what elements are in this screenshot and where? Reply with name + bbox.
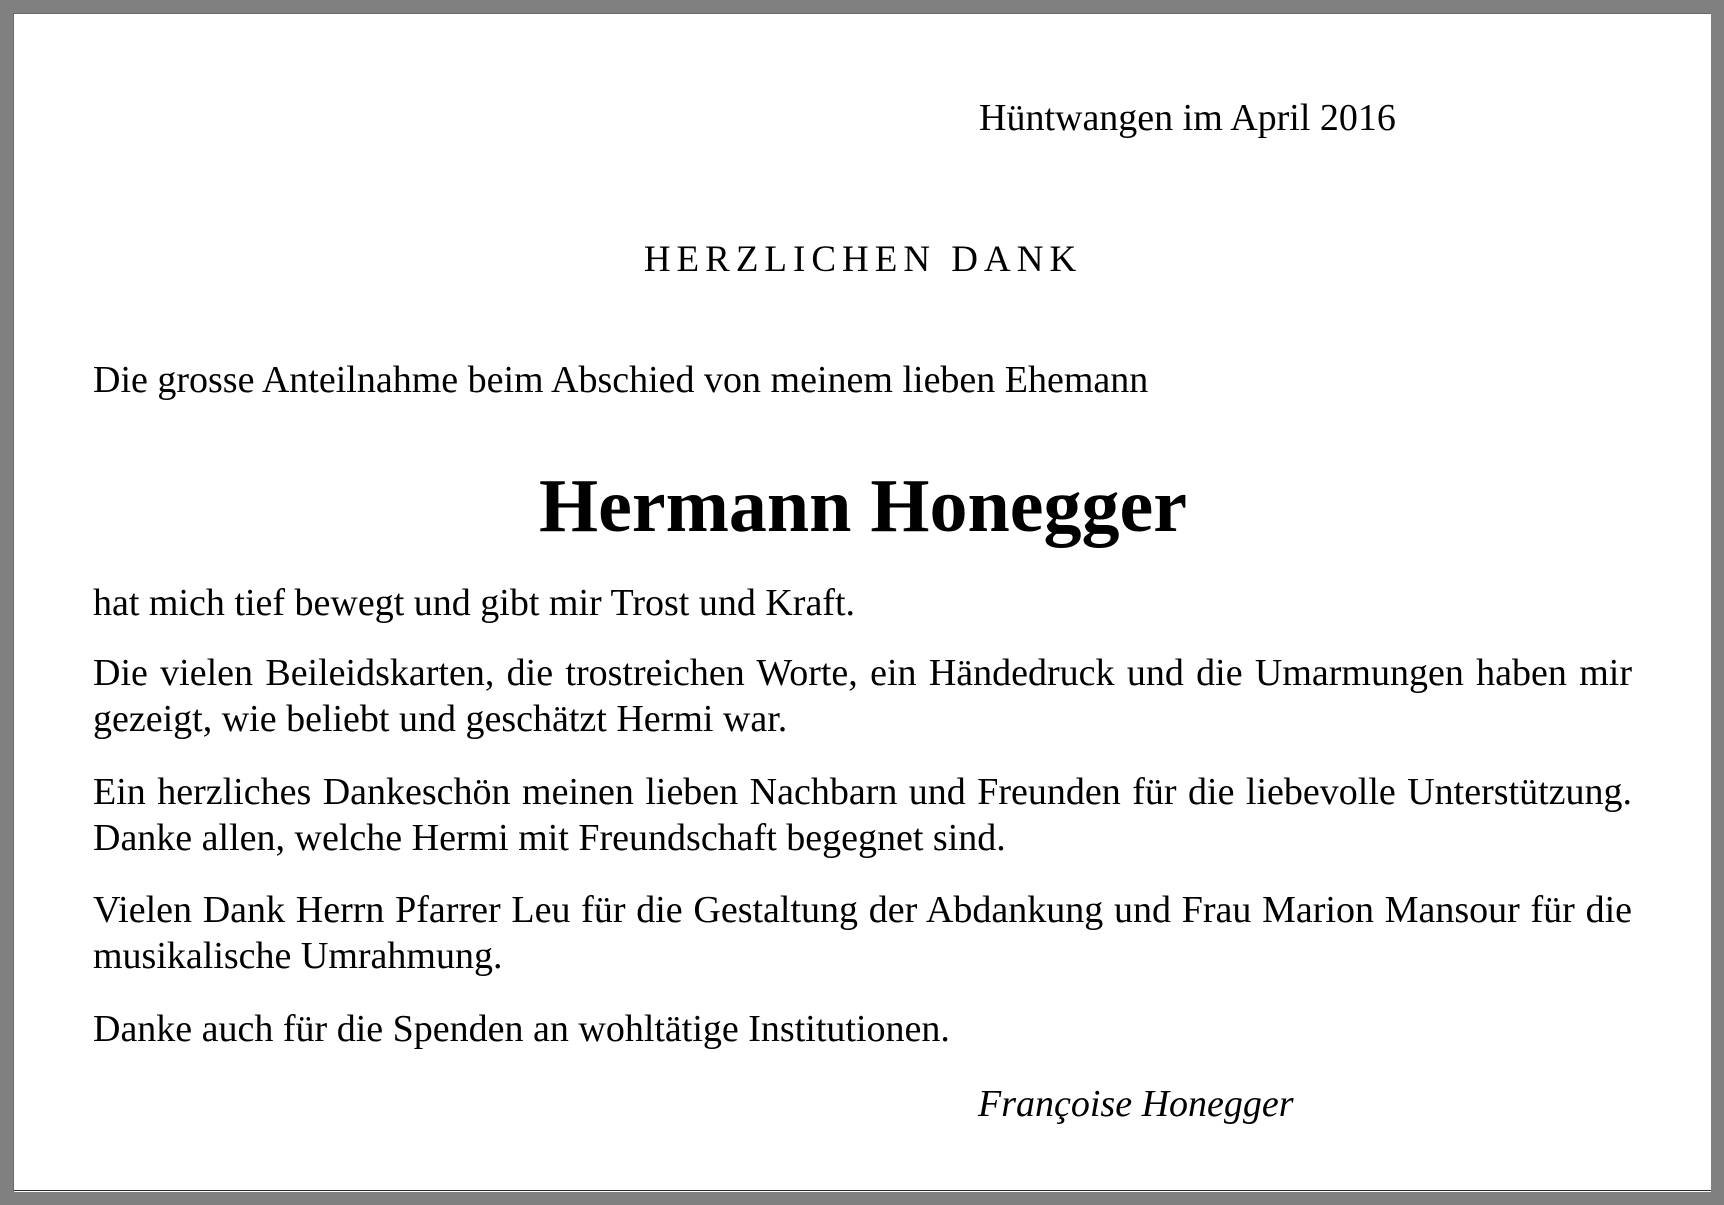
notice-page — [13, 13, 1711, 1192]
body-paragraph: Die vielen Beileidskarten, die trostreichen Worte, ein Händedruck und die Umarmungen haben mir gezeigt, wie beliebt und geschätzt Hermi war. — [93, 652, 1632, 740]
signature: Françoise Honegger — [978, 1083, 1294, 1125]
body-paragraph: hat mich tief bewegt und gibt mir Trost und Kraft. — [93, 582, 856, 624]
intro-text: Die grosse Anteilnahme beim Abschied von meinem lieben Ehemann — [93, 359, 1149, 401]
body-paragraph: Danke auch für die Spenden an wohltätige Institutionen. — [93, 1008, 950, 1050]
deceased-name: Hermann Honegger — [538, 464, 1187, 548]
body-paragraph: Vielen Dank Herrn Pfarrer Leu für die Gestaltung der Abdankung und Frau Marion Mansour für die musikalische Umrahmung. — [93, 889, 1632, 977]
bottom-divider — [14, 1190, 1711, 1191]
body-paragraph: Ein herzliches Dankeschön meinen lieben Nachbarn und Freunden für die liebevolle Unterstützung. Danke allen, welche Hermi mit Freundschaft begegnet sind. — [93, 771, 1632, 859]
date-line: Hüntwangen im April 2016 — [979, 97, 1396, 139]
notice-heading: HERZLICHEN DANK — [643, 239, 1083, 280]
